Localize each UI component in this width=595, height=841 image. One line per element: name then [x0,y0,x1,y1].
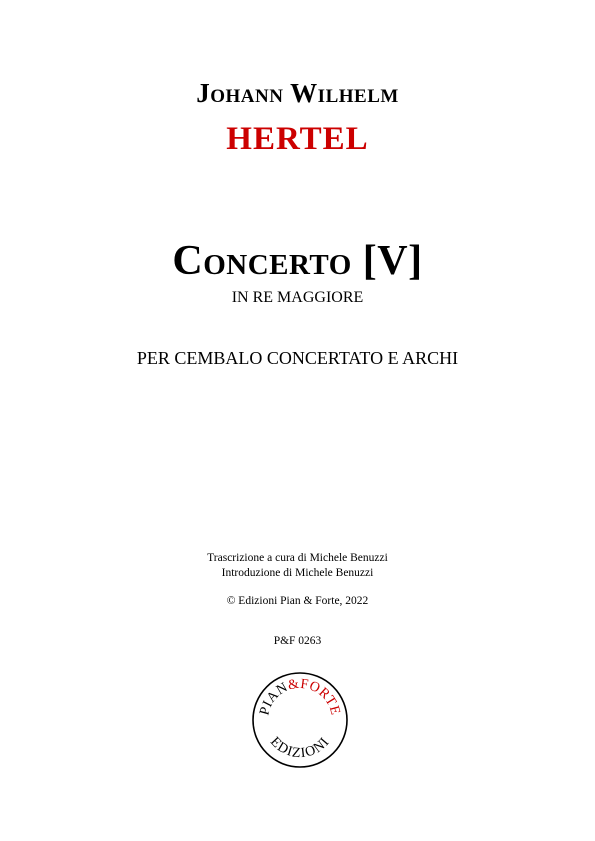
seal-top-amp: & [286,676,301,694]
work-key: IN RE MAGGIORE [231,289,364,306]
composer-first-names: Johann Wilhelm [196,78,399,108]
transcription-credit: Trascrizione a cura di Michele Benuzzi [207,552,388,564]
copyright-notice: © Edizioni Pian & Forte, 2022 [226,595,369,607]
seal-bottom-text: EDIZIONI [266,734,334,762]
seal-top-red-word: FORTE [299,676,343,717]
work-scoring: PER CEMBALO CONCERTATO E ARCHI [136,348,459,368]
introduction-credit: Introduzione di Michele Benuzzi [221,567,374,579]
publisher-seal-logo [252,672,348,768]
work-title: Concerto [V] [172,238,423,284]
catalog-number: P&F 0263 [273,635,322,647]
seal-top-black: PIAN [257,680,291,717]
composer-surname: HERTEL [226,121,369,157]
